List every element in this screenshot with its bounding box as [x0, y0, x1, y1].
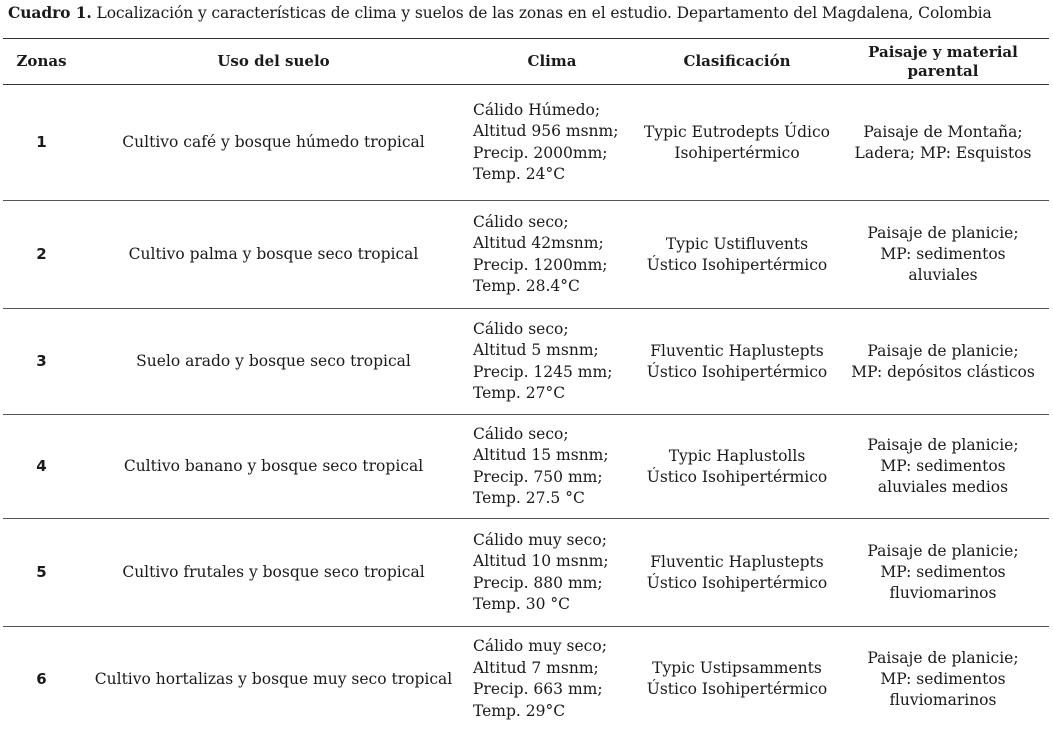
- table-row: [3, 201, 1049, 309]
- clasificacion-cell: [637, 415, 837, 519]
- paisaje-cell: [837, 85, 1049, 201]
- zona-cell: 3: [3, 309, 80, 415]
- caption-text: Localización y características de clima y suelos de las zonas en el estudio. Departamento del Magdalena, Colombia: [91, 4, 992, 22]
- zona-cell: 2: [3, 201, 80, 309]
- paisaje-line: MP: sedimentos: [880, 457, 1006, 475]
- clima-line: Cálido seco;: [473, 319, 569, 338]
- table-row: [3, 627, 1049, 732]
- clasificacion-line: Ústico Isohipertérmico: [646, 255, 828, 274]
- zona-cell: 1: [3, 85, 80, 201]
- paisaje-cell: [837, 309, 1049, 415]
- clima-line: Altitud 15 msnm;: [473, 446, 609, 464]
- clasificacion-cell: [637, 201, 837, 309]
- clasificacion-line: Typic Haplustolls: [668, 446, 806, 465]
- clasificacion-line: Typic Eutrodepts Údico: [644, 122, 830, 141]
- header-paisaje-line-1: Paisaje y material: [868, 42, 1018, 61]
- clima-line: Precip. 663 mm;: [473, 680, 603, 699]
- paisaje-line: Paisaje de planicie;: [867, 648, 1019, 667]
- paisaje-line: MP: sedimentos: [880, 563, 1006, 581]
- zona-cell: 6: [36, 669, 47, 688]
- clima-cell: [467, 627, 637, 732]
- clima-line: Cálido Húmedo;: [473, 100, 601, 119]
- clima-line: Temp. 27°C: [473, 384, 566, 402]
- table-row: [3, 85, 1049, 201]
- header-paisaje: [837, 39, 1049, 85]
- table-row: [3, 309, 1049, 415]
- paisaje-line: MP: depósitos clásticos: [851, 362, 1035, 381]
- header-uso-del-suelo: Uso del suelo: [80, 39, 467, 85]
- uso-cell: Cultivo palma y bosque seco tropical: [80, 201, 467, 309]
- header-row: [3, 39, 1049, 85]
- header-clasificacion: Clasificación: [637, 39, 837, 85]
- paisaje-line: Paisaje de planicie;: [867, 436, 1019, 454]
- paisaje-line: Ladera; MP: Esquistos: [854, 143, 1032, 162]
- clasificacion-cell: [637, 85, 837, 201]
- clasificacion-line: Fluventic Haplustepts: [650, 341, 824, 360]
- clima-line: Temp. 29°C: [473, 701, 566, 720]
- soil-climate-table: [3, 38, 1049, 732]
- clima-cell: [467, 201, 637, 309]
- paisaje-line: Paisaje de planicie;: [867, 341, 1019, 360]
- header-clima: Clima: [467, 39, 637, 85]
- clima-line: Temp. 30 °C: [473, 595, 571, 613]
- clima-cell: [467, 519, 637, 627]
- caption-label: Cuadro 1.: [8, 3, 92, 22]
- clasificacion-line: Fluventic Haplustepts: [650, 552, 824, 571]
- clima-line: Altitud 10 msnm;: [473, 552, 609, 570]
- paisaje-line: Paisaje de planicie;: [867, 542, 1019, 560]
- clima-line: Temp. 27.5 °C: [473, 489, 585, 507]
- clima-line: Temp. 28.4°C: [473, 277, 580, 295]
- clasificacion-cell: [637, 627, 837, 732]
- paisaje-cell: [837, 519, 1049, 627]
- table-row: [3, 519, 1049, 627]
- clima-cell: [467, 309, 637, 415]
- clima-line: Altitud 5 msnm;: [473, 341, 599, 359]
- clima-line: Altitud 7 msnm;: [473, 658, 599, 677]
- clasificacion-line: Ústico Isohipertérmico: [646, 362, 828, 381]
- paisaje-line: MP: sedimentos: [880, 669, 1006, 688]
- uso-cell: Cultivo hortalizas y bosque muy seco tropical: [94, 669, 453, 688]
- uso-cell: Cultivo café y bosque húmedo tropical: [80, 85, 467, 201]
- paisaje-line: Paisaje de planicie;: [867, 224, 1019, 242]
- clima-line: Precip. 880 mm;: [473, 573, 603, 592]
- uso-cell: Cultivo frutales y bosque seco tropical: [80, 519, 467, 627]
- clasificacion-cell: [637, 519, 837, 627]
- table-row: [3, 415, 1049, 519]
- paisaje-cell: [837, 627, 1049, 732]
- paisaje-line: aluviales: [908, 266, 978, 284]
- clima-line: Altitud 42msnm;: [473, 234, 604, 252]
- clima-line: Cálido seco;: [473, 212, 569, 231]
- clasificacion-cell: [637, 309, 837, 415]
- clasificacion-line: Ústico Isohipertérmico: [646, 467, 828, 486]
- table-caption: [8, 3, 992, 22]
- header-paisaje-line-2: parental: [907, 61, 979, 80]
- zona-cell: 5: [3, 519, 80, 627]
- paisaje-line: fluviomarinos: [889, 584, 997, 602]
- clima-line: Precip. 1200mm;: [473, 255, 608, 274]
- clasificacion-line: Ústico Isohipertérmico: [646, 573, 828, 592]
- uso-cell: Suelo arado y bosque seco tropical: [80, 309, 467, 415]
- paisaje-line: Paisaje de Montaña;: [863, 122, 1023, 141]
- paisaje-cell: [837, 415, 1049, 519]
- clima-line: Altitud 956 msnm;: [473, 122, 619, 140]
- paisaje-line: fluviomarinos: [889, 690, 997, 709]
- clima-line: Precip. 2000mm;: [473, 143, 608, 162]
- clasificacion-line: Ústico Isohipertérmico: [646, 680, 828, 699]
- paisaje-line: MP: sedimentos: [880, 245, 1006, 263]
- clima-cell: [467, 85, 637, 201]
- clima-line: Cálido seco;: [473, 424, 569, 443]
- header-zonas: Zonas: [3, 39, 80, 85]
- clima-line: Cálido muy seco;: [473, 530, 607, 549]
- clima-line: Temp. 24°C: [473, 165, 566, 183]
- paisaje-line: aluviales medios: [877, 478, 1009, 496]
- clima-line: Cálido muy seco;: [473, 637, 607, 656]
- clasificacion-line: Typic Ustifluvents: [665, 234, 809, 253]
- uso-cell: Cultivo banano y bosque seco tropical: [80, 415, 467, 519]
- paisaje-cell: [837, 201, 1049, 309]
- zona-cell: 4: [3, 415, 80, 519]
- clima-line: Precip. 750 mm;: [473, 467, 603, 486]
- clasificacion-line: Isohipertérmico: [674, 143, 800, 162]
- clima-cell: [467, 415, 637, 519]
- clima-line: Precip. 1245 mm;: [473, 362, 613, 381]
- clasificacion-line: Typic Ustipsamments: [652, 659, 822, 678]
